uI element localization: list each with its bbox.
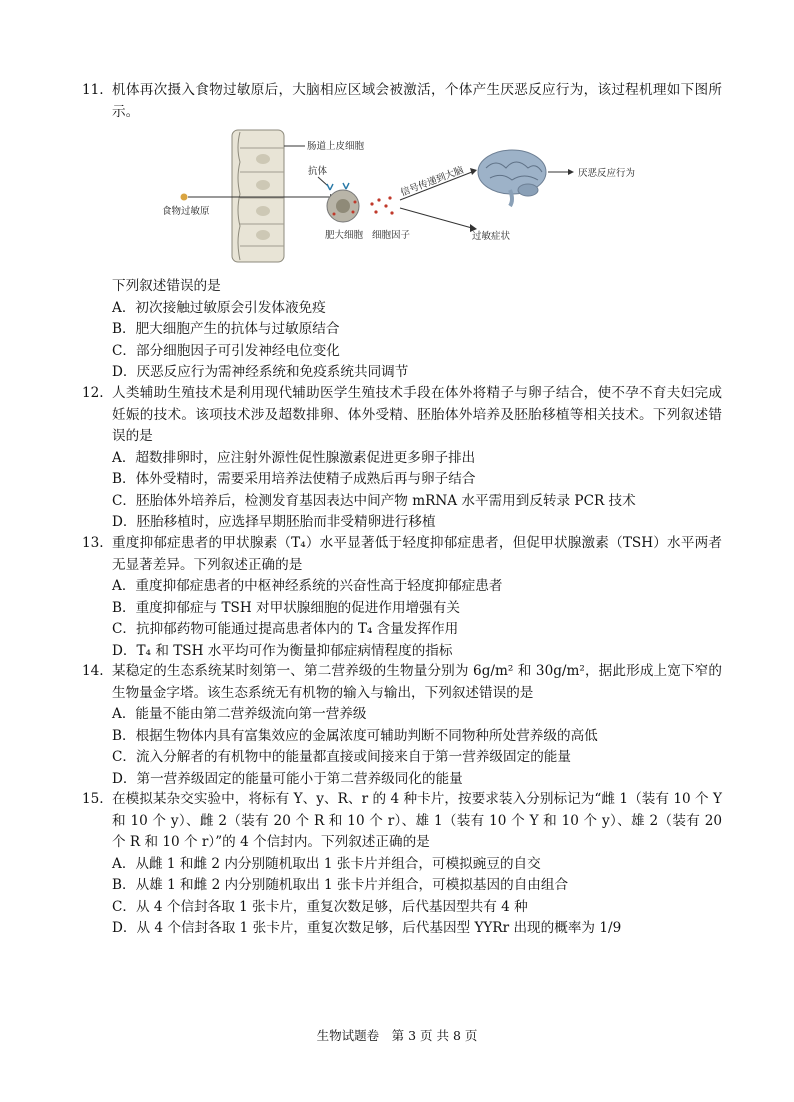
intestinal-epithelium [232, 130, 284, 262]
allergy-mechanism-diagram [150, 128, 640, 268]
question-number: 14. [82, 663, 104, 679]
option-b: B．体外受精时，需要采用培养法使精子成熟后再与卵子结合 [112, 471, 476, 487]
label-antibody: 抗体 [308, 166, 328, 177]
option-c: C．抗抑郁药物可能通过提高患者体内的 T₄ 含量发挥作用 [112, 621, 459, 637]
option-c: C．从 4 个信封各取 1 张卡片，重复次数足够，后代基因型共有 4 种 [112, 898, 528, 915]
label-cytokine: 细胞因子 [372, 230, 411, 241]
question-number: 13. [82, 535, 104, 551]
label-epithelium: 肠道上皮细胞 [307, 141, 365, 152]
option-c: C．胚胎体外培养后，检测发育基因表达中间产物 mRNA 水平需用到反转录 PCR 技术 [112, 492, 636, 509]
brain-icon [478, 150, 546, 206]
page-footer: 生物试题卷 第 3 页 共 8 页 [316, 1028, 478, 1043]
label-mast-cell: 肥大细胞 [325, 230, 364, 241]
question-11 [82, 80, 722, 123]
question-stem: 某稳定的生态系统某时刻第一、第二营养级的生物量分别为 6g/m² 和 30g/m²，据此形成上宽下窄的生物量金字塔。该生态系统无有机物的输入与输出，下列叙述错误的是 [112, 663, 722, 701]
option-a: A．重度抑郁症患者的中枢神经系统的兴奋性高于轻度抑郁症患者 [112, 578, 503, 594]
option-b: B．肥大细胞产生的抗体与过敏原结合 [112, 321, 340, 337]
option-a: A．超数排卵时，应注射外源性促性腺激素促进更多卵子排出 [112, 449, 476, 466]
option-d: D．从 4 个信封各取 1 张卡片，重复次数足够，后代基因型 YYRr 出现的概率为 1/9 [112, 920, 622, 936]
cytokines [370, 196, 393, 214]
option-a: A．初次接触过敏原会引发体液免疫 [112, 299, 326, 316]
option-a: A．从雌 1 和雌 2 内分别随机取出 1 张卡片并组合，可模拟豌豆的自交 [112, 855, 541, 872]
question-number: 11. [82, 82, 104, 98]
question-prompt: 下列叙述错误的是 [112, 278, 221, 294]
question-stem: 机体再次摄入食物过敏原后，大脑相应区域会被激活，个体产生厌恶反应行为，该过程机理如下图所示。 [112, 82, 722, 120]
question-14 [82, 661, 722, 790]
question-stem: 人类辅助生殖技术是利用现代辅助医学生殖技术手段在体外将精子与卵子结合，使不孕不育夫妇完成妊娠的技术。该项技术涉及超数排卵、体外受精、胚胎体外培养及胚胎移植等相关技术。下列叙述错误的是 [112, 385, 722, 444]
question-11-options [82, 276, 722, 384]
allergen-dot [181, 194, 188, 201]
option-d: D．第一营养级固定的能量可能小于第二营养级同化的能量 [112, 770, 463, 787]
question-13 [82, 533, 722, 662]
option-b: B．根据生物体内具有富集效应的金属浓度可辅助判断不同物种所处营养级的高低 [112, 727, 598, 744]
mast-cell [327, 183, 359, 222]
option-d: D．T₄ 和 TSH 水平均可作为衡量抑郁症病情程度的指标 [112, 642, 453, 659]
question-number: 12. [82, 385, 104, 401]
question-number: 15. [82, 791, 104, 807]
label-allergen: 食物过敏原 [162, 206, 210, 217]
option-c: C．流入分解者的有机物中的能量都直接或间接来自于第一营养级固定的能量 [112, 749, 571, 765]
option-c: C．部分细胞因子可引发神经电位变化 [112, 342, 340, 359]
option-b: B．重度抑郁症与 TSH 对甲状腺细胞的促进作用增强有关 [112, 599, 460, 616]
question-12 [82, 383, 722, 534]
label-signal: 信号传递到大脑 [399, 164, 466, 199]
option-d: D．胚胎移植时，应选择早期胚胎而非受精卵进行移植 [112, 514, 436, 530]
question-stem: 在模拟某杂交实验中，将标有 Y、y、R、r 的 4 种卡片，按要求装入分别标记为“雌 1（装有 10 个 Y 和 10 个 y）、雌 2（装有 20 个 R 和 10 个 r）、雄 1（装有 10 个 Y 和 10 个 y）、雄 2（装有 20 个 R 和 10 个 r）”的 4 个信封内。下列叙述正确的是 [112, 791, 722, 850]
question-stem: 重度抑郁症患者的甲状腺素（T₄）水平显著低于轻度抑郁症患者，但促甲状腺激素（TSH）水平两者无显著差异。下列叙述正确的是 [112, 535, 722, 573]
option-d: D．厌恶反应行为需神经系统和免疫系统共同调节 [112, 364, 409, 380]
question-15 [82, 789, 722, 940]
option-b: B．从雄 1 和雌 2 内分别随机取出 1 张卡片并组合，可模拟基因的自由组合 [112, 877, 569, 893]
option-a: A．能量不能由第二营养级流向第一营养级 [112, 706, 367, 722]
label-allergy: 过敏症状 [472, 231, 511, 242]
label-aversion: 厌恶反应行为 [578, 168, 636, 179]
